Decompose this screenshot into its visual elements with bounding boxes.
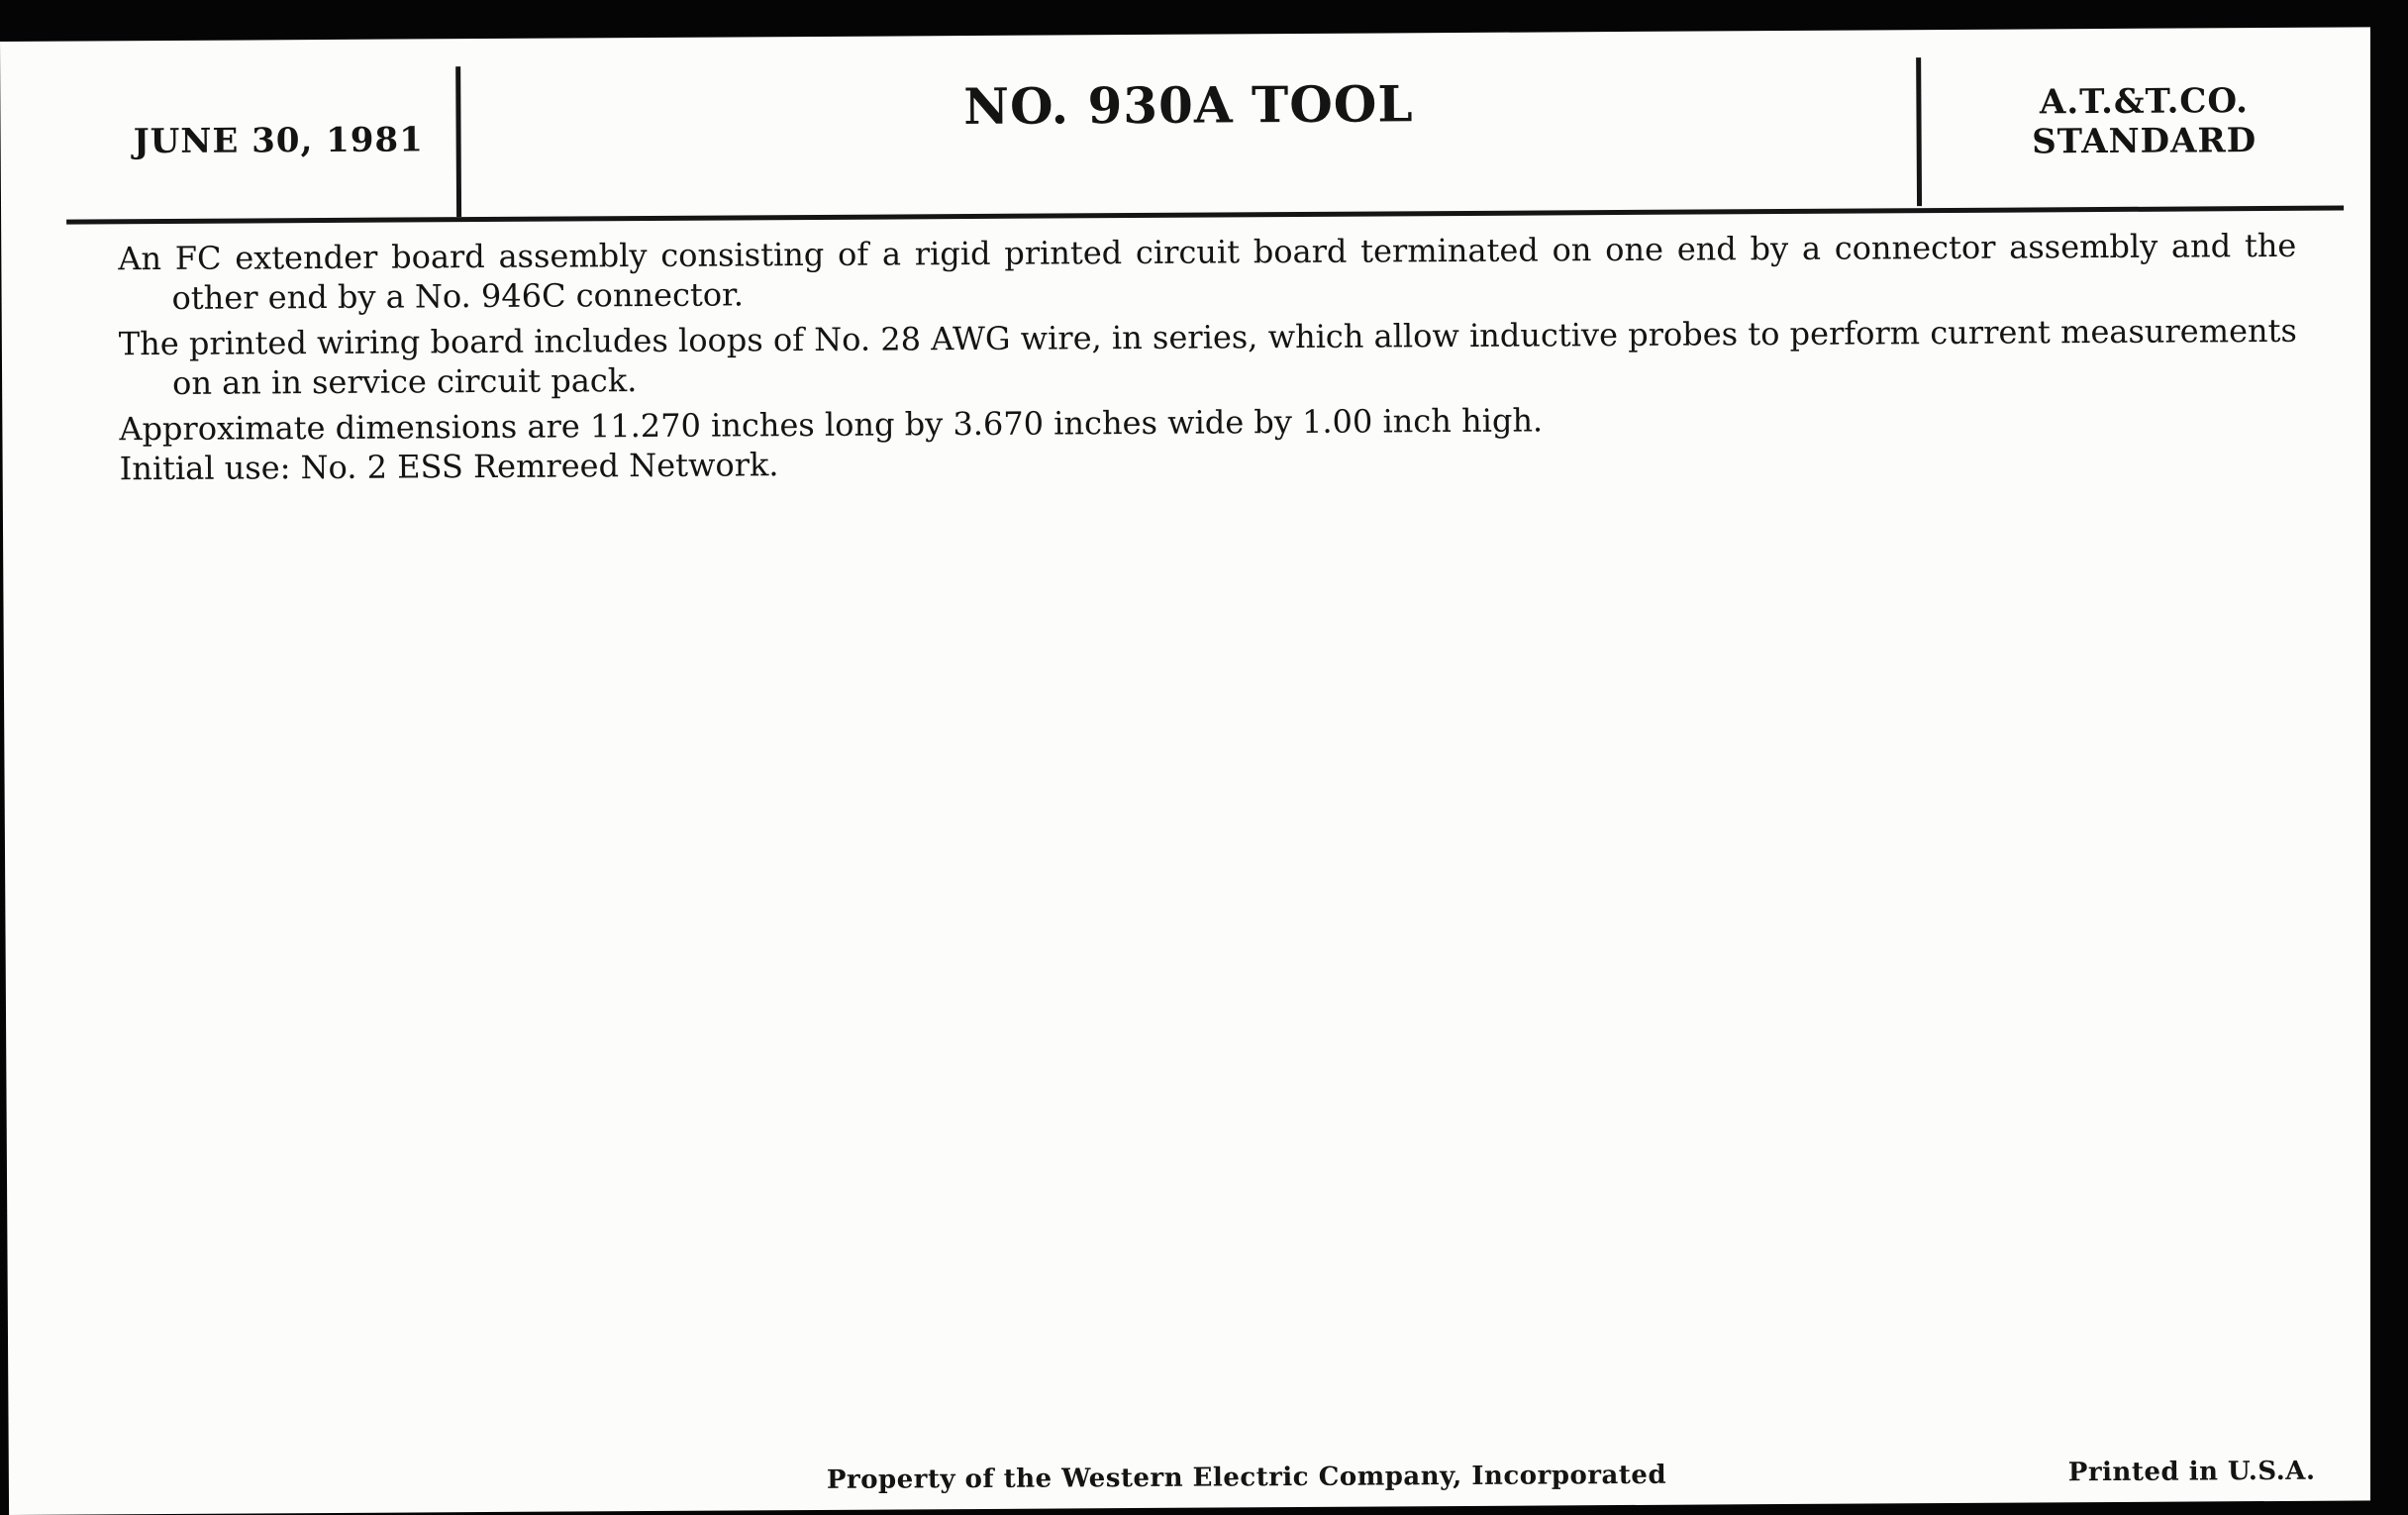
document-body	[118, 226, 2297, 488]
header-rule	[66, 206, 2344, 225]
paragraph-wiring: The printed wiring board includes loops of No. 28 AWG wire, in series, which allow inductive probes to perform current measurements on an in service circuit pack.	[118, 311, 2297, 402]
document-title: NO. 930A TOOL	[963, 74, 1414, 137]
paragraph-description: An FC extender board assembly consisting of a rigid printed circuit board terminated on one end by a connector assembly and the other end by a No. 946C connector.	[118, 226, 2297, 317]
footer-property: Property of the Western Electric Company, Incorporated	[826, 1460, 1667, 1495]
standard-label	[1921, 80, 2366, 162]
standard-line-1: A.T.&T.CO.	[2039, 81, 2250, 123]
paragraph-dimensions: Approximate dimensions are 11.270 inches long by 3.670 inches wide by 1.00 inch high.	[119, 401, 1544, 449]
scan-border	[2370, 0, 2408, 1515]
document-card	[0, 27, 2379, 1515]
footer-printed: Printed in U.S.A.	[2067, 1456, 2316, 1488]
standard-line-2: STANDARD	[2032, 121, 2258, 162]
paragraph-initial-use: Initial use: No. 2 ESS Remreed Network.	[119, 446, 779, 488]
document-date: JUNE 30, 1981	[133, 120, 424, 162]
